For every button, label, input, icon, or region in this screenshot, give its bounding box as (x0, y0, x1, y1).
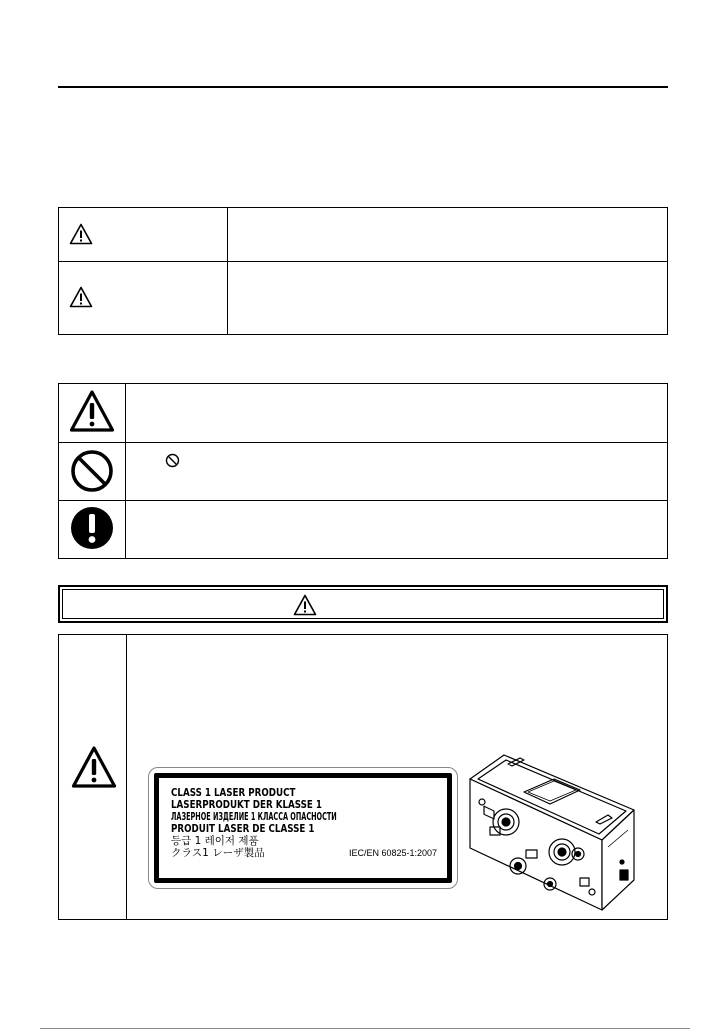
symbol-table (58, 383, 668, 559)
warning-triangle-icon (69, 223, 93, 245)
mandatory-action-icon (70, 506, 114, 550)
laser-product-label (148, 767, 458, 889)
label-line-ja: クラス1 レーザ製品 (171, 847, 265, 859)
device-illustration (462, 752, 652, 918)
label-line-de: LASERPRODUKT DER KLASSE 1 (171, 799, 322, 811)
table-divider (59, 261, 667, 262)
label-line-ru: ЛАЗЕРНОЕ ИЗДЕЛИЕ 1 КЛАССА ОПАСНОСТИ (171, 811, 337, 823)
table-divider (227, 208, 228, 334)
prohibition-icon-small (165, 453, 180, 468)
caution-triangle-icon (69, 286, 93, 308)
table-divider (59, 442, 667, 443)
footer-rule (40, 1028, 690, 1029)
warning-triangle-icon (293, 594, 317, 616)
table-divider (125, 384, 126, 558)
warning-header-bar (58, 585, 668, 623)
table-divider (59, 500, 667, 501)
prohibition-icon (70, 449, 114, 493)
label-standard: IEC/EN 60825-1:2007 (348, 848, 437, 858)
label-line-ko: 등급 1 레이저 제품 (171, 835, 259, 847)
signal-word-table (58, 207, 668, 335)
label-line-en: CLASS 1 LASER PRODUCT (171, 787, 296, 799)
table-divider (126, 635, 127, 919)
general-caution-icon (69, 389, 115, 433)
general-caution-icon (71, 745, 117, 789)
header-rule (58, 86, 668, 88)
label-line-fr: PRODUIT LASER DE CLASSE 1 (171, 823, 315, 835)
